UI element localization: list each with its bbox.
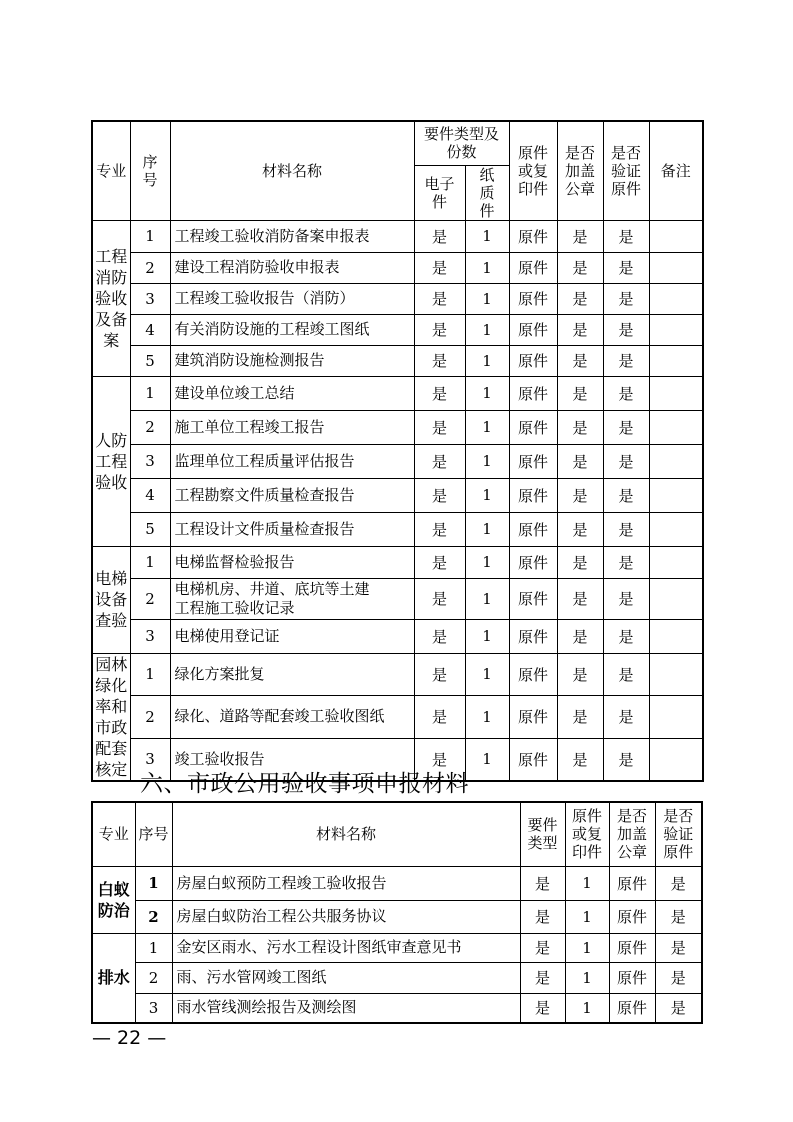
row-original: 原件 [509, 410, 557, 444]
specialty-fire: 工程消防验收及备案 [92, 220, 130, 376]
row-original: 原件 [509, 314, 557, 345]
row-remark [649, 220, 703, 252]
row-seq: 2 [130, 410, 170, 444]
row-original: 原件 [509, 376, 557, 410]
section-heading: 六、市政公用验收事项申报材料 [140, 771, 469, 797]
row-original: 原件 [509, 546, 557, 578]
header-paper: 纸质件 [465, 165, 509, 220]
row-seq: 1 [135, 933, 172, 962]
row-seq: 3 [135, 993, 172, 1023]
row-seq: 2 [130, 696, 170, 739]
row-seq: 3 [130, 619, 170, 653]
row-verify: 是 [603, 444, 649, 478]
row-electronic: 是 [414, 738, 465, 781]
row-remark [649, 478, 703, 512]
row-verify: 是 [603, 578, 649, 619]
header-specialty: 专业 [92, 121, 130, 220]
row-stamp: 是 [557, 619, 603, 653]
row-verify: 是 [603, 410, 649, 444]
row-original: 原件 [509, 283, 557, 314]
specialty-civil-defense: 人防工程验收 [92, 376, 130, 546]
row-paper: 1 [465, 578, 509, 619]
row-original: 原件 [509, 444, 557, 478]
row-electronic: 是 [414, 252, 465, 283]
row-original: 1 [565, 866, 609, 900]
header-remark: 备注 [649, 121, 703, 220]
row-remark [649, 314, 703, 345]
row-stamp: 原件 [609, 933, 655, 962]
row-seq: 1 [130, 653, 170, 696]
row-paper: 1 [465, 220, 509, 252]
row-seq: 2 [130, 578, 170, 619]
row-verify: 是 [603, 738, 649, 781]
row-seq: 2 [135, 962, 172, 993]
row-name: 雨水管线测绘报告及测绘图 [172, 993, 520, 1023]
row-verify: 是 [603, 696, 649, 739]
row-original: 1 [565, 933, 609, 962]
row-electronic: 是 [414, 512, 465, 546]
row-name: 绿化、道路等配套竣工验收图纸 [170, 696, 414, 739]
row-remark [649, 410, 703, 444]
row-verify: 是 [655, 900, 702, 933]
row-paper: 1 [465, 512, 509, 546]
header-stamp: 是否加盖公章 [609, 802, 655, 866]
row-seq: 1 [130, 376, 170, 410]
row-seq: 5 [130, 512, 170, 546]
row-verify: 是 [655, 933, 702, 962]
row-stamp: 是 [557, 376, 603, 410]
row-original: 原件 [509, 345, 557, 376]
specialty-elevator: 电梯设备查验 [92, 546, 130, 653]
row-remark [649, 252, 703, 283]
row-electronic: 是 [414, 444, 465, 478]
row-electronic: 是 [414, 619, 465, 653]
row-original: 原件 [509, 578, 557, 619]
row-electronic: 是 [414, 283, 465, 314]
row-verify: 是 [603, 376, 649, 410]
row-stamp: 原件 [609, 962, 655, 993]
row-stamp: 是 [557, 696, 603, 739]
row-seq: 1 [130, 220, 170, 252]
row-remark [649, 345, 703, 376]
row-paper: 1 [465, 314, 509, 345]
page-number: — 22 — [92, 1027, 167, 1049]
row-seq: 3 [130, 283, 170, 314]
specialty-drainage: 排水 [92, 933, 135, 1023]
row-seq: 1 [135, 866, 172, 900]
specialty-termite: 白蚁防治 [92, 866, 135, 933]
header-material: 材料名称 [170, 121, 414, 220]
row-name: 施工单位工程竣工报告 [170, 410, 414, 444]
specialty-landscaping: 园林绿化率和市政配套核定 [92, 653, 130, 781]
row-verify: 是 [603, 345, 649, 376]
row-original: 1 [565, 900, 609, 933]
row-seq: 1 [130, 546, 170, 578]
row-name: 建筑消防设施检测报告 [170, 345, 414, 376]
row-stamp: 是 [557, 478, 603, 512]
row-name: 电梯机房、井道、底坑等土建工程施工验收记录 [170, 578, 414, 619]
row-stamp: 原件 [609, 866, 655, 900]
row-type: 是 [520, 900, 565, 933]
row-paper: 1 [465, 696, 509, 739]
row-name: 电梯监督检验报告 [170, 546, 414, 578]
row-verify: 是 [603, 653, 649, 696]
row-electronic: 是 [414, 653, 465, 696]
row-paper: 1 [465, 376, 509, 410]
row-original: 原件 [509, 653, 557, 696]
row-original: 原件 [509, 478, 557, 512]
row-seq: 2 [135, 900, 172, 933]
row-seq: 2 [130, 252, 170, 283]
row-type: 是 [520, 962, 565, 993]
row-verify: 是 [603, 546, 649, 578]
row-verify: 是 [603, 512, 649, 546]
materials-table-1 [91, 120, 704, 782]
row-seq: 3 [130, 444, 170, 478]
row-type: 是 [520, 933, 565, 962]
row-name: 工程竣工验收报告（消防） [170, 283, 414, 314]
row-paper: 1 [465, 444, 509, 478]
row-verify: 是 [603, 314, 649, 345]
row-remark [649, 376, 703, 410]
row-electronic: 是 [414, 314, 465, 345]
row-electronic: 是 [414, 578, 465, 619]
row-name: 电梯使用登记证 [170, 619, 414, 653]
row-paper: 1 [465, 410, 509, 444]
header-original: 原件或复印件 [565, 802, 609, 866]
row-original: 原件 [509, 512, 557, 546]
row-remark [649, 283, 703, 314]
header-type-count: 要件类型及份数 [414, 121, 509, 165]
row-remark [649, 444, 703, 478]
row-verify: 是 [655, 866, 702, 900]
row-stamp: 是 [557, 546, 603, 578]
row-stamp: 是 [557, 578, 603, 619]
row-paper: 1 [465, 546, 509, 578]
row-original: 原件 [509, 619, 557, 653]
row-name: 工程勘察文件质量检查报告 [170, 478, 414, 512]
row-electronic: 是 [414, 696, 465, 739]
row-verify: 是 [603, 478, 649, 512]
row-remark [649, 619, 703, 653]
row-stamp: 是 [557, 738, 603, 781]
row-stamp: 是 [557, 314, 603, 345]
row-verify: 是 [655, 962, 702, 993]
row-name: 工程设计文件质量检查报告 [170, 512, 414, 546]
header-electronic: 电子件 [414, 165, 465, 220]
row-stamp: 原件 [609, 900, 655, 933]
row-name: 房屋白蚁预防工程竣工验收报告 [172, 866, 520, 900]
header-specialty: 专业 [92, 802, 135, 866]
row-name: 竣工验收报告 [170, 738, 414, 781]
row-stamp: 是 [557, 512, 603, 546]
row-stamp: 是 [557, 220, 603, 252]
row-name: 工程竣工验收消防备案申报表 [170, 220, 414, 252]
header-seq: 序号 [130, 121, 170, 220]
row-name: 房屋白蚁防治工程公共服务协议 [172, 900, 520, 933]
row-original: 原件 [509, 738, 557, 781]
row-electronic: 是 [414, 478, 465, 512]
header-material: 材料名称 [172, 802, 520, 866]
row-verify: 是 [603, 220, 649, 252]
row-seq: 4 [130, 478, 170, 512]
row-paper: 1 [465, 252, 509, 283]
row-name: 雨、污水管网竣工图纸 [172, 962, 520, 993]
row-paper: 1 [465, 619, 509, 653]
header-verify: 是否验证原件 [655, 802, 702, 866]
row-electronic: 是 [414, 410, 465, 444]
row-stamp: 是 [557, 410, 603, 444]
row-paper: 1 [465, 345, 509, 376]
row-stamp: 是 [557, 345, 603, 376]
row-stamp: 是 [557, 252, 603, 283]
row-stamp: 是 [557, 444, 603, 478]
row-electronic: 是 [414, 546, 465, 578]
row-paper: 1 [465, 478, 509, 512]
row-seq: 3 [130, 738, 170, 781]
row-name: 金安区雨水、污水工程设计图纸审查意见书 [172, 933, 520, 962]
materials-table-2 [91, 801, 703, 1024]
header-verify: 是否验证原件 [603, 121, 649, 220]
row-verify: 是 [603, 283, 649, 314]
row-stamp: 原件 [609, 993, 655, 1023]
row-remark [649, 578, 703, 619]
row-name: 建设工程消防验收申报表 [170, 252, 414, 283]
row-remark [649, 653, 703, 696]
row-remark [649, 546, 703, 578]
row-type: 是 [520, 866, 565, 900]
row-original: 1 [565, 962, 609, 993]
header-type: 要件类型 [520, 802, 565, 866]
row-name: 监理单位工程质量评估报告 [170, 444, 414, 478]
row-verify: 是 [603, 619, 649, 653]
row-seq: 4 [130, 314, 170, 345]
row-seq: 5 [130, 345, 170, 376]
row-stamp: 是 [557, 283, 603, 314]
row-remark [649, 696, 703, 739]
row-remark [649, 512, 703, 546]
header-seq: 序号 [135, 802, 172, 866]
row-name: 建设单位竣工总结 [170, 376, 414, 410]
row-electronic: 是 [414, 376, 465, 410]
row-type: 是 [520, 993, 565, 1023]
row-electronic: 是 [414, 220, 465, 252]
row-paper: 1 [465, 738, 509, 781]
row-paper: 1 [465, 653, 509, 696]
row-original: 原件 [509, 252, 557, 283]
row-name: 绿化方案批复 [170, 653, 414, 696]
row-remark [649, 738, 703, 781]
row-verify: 是 [603, 252, 649, 283]
row-electronic: 是 [414, 345, 465, 376]
row-paper: 1 [465, 283, 509, 314]
row-verify: 是 [655, 993, 702, 1023]
header-original: 原件或复印件 [509, 121, 557, 220]
row-stamp: 是 [557, 653, 603, 696]
header-stamp: 是否加盖公章 [557, 121, 603, 220]
row-original: 1 [565, 993, 609, 1023]
row-original: 原件 [509, 220, 557, 252]
row-name: 有关消防设施的工程竣工图纸 [170, 314, 414, 345]
row-original: 原件 [509, 696, 557, 739]
